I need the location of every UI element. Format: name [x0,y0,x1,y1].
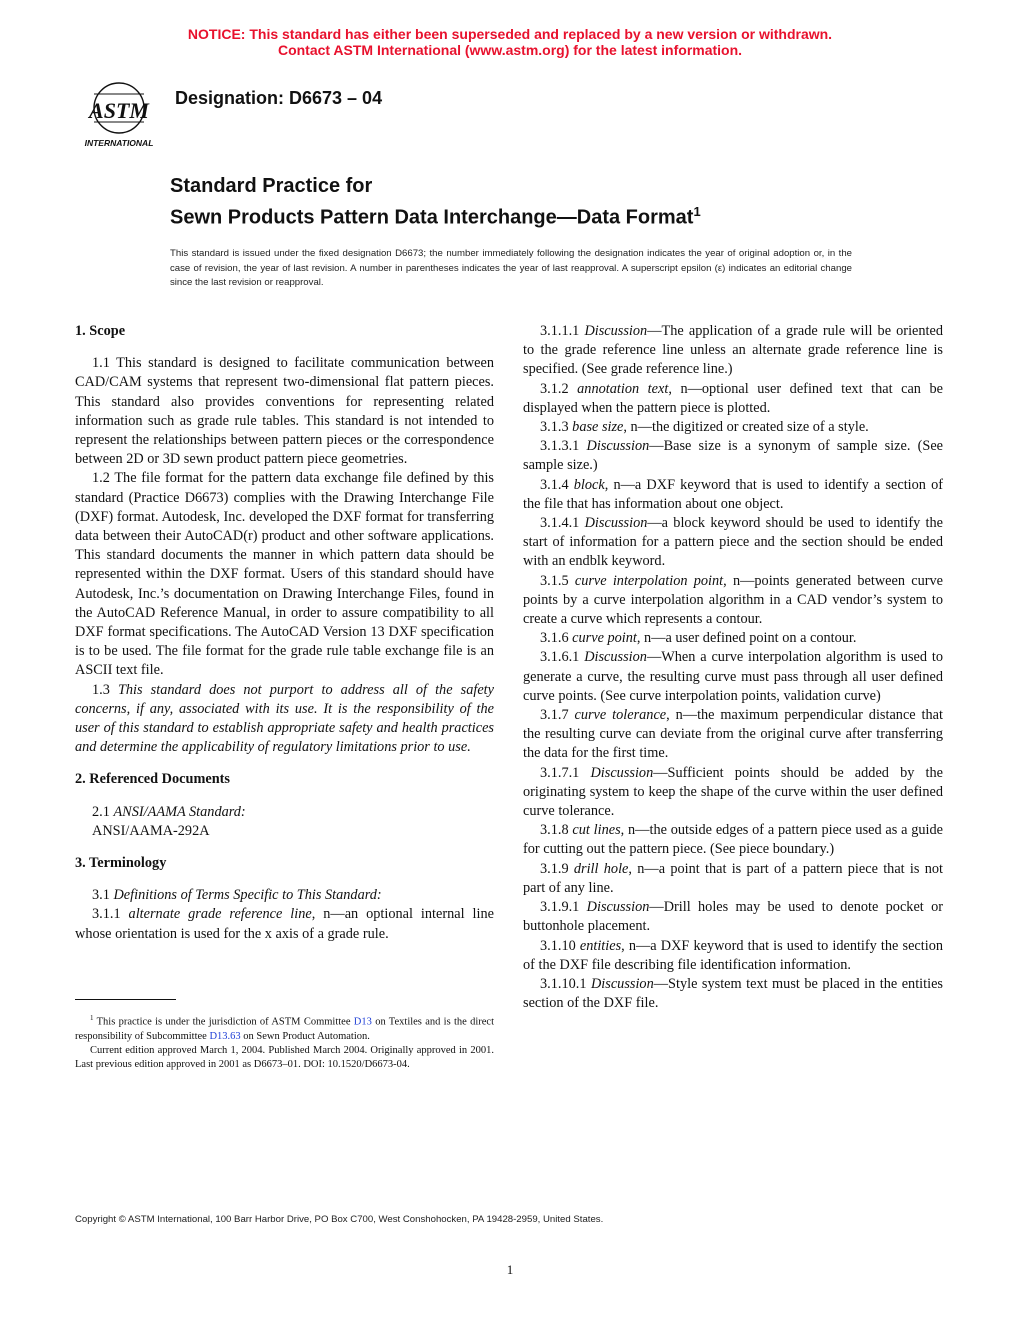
safety-caveat: This standard does not purport to address all of the safety concerns, if any, associated with its use. It is the responsibility of the user of this standard to establish appropriate safety and health practices and determine the applicability of regulatory limitations prior to use. [75,681,494,756]
paragraph-number: 1.3 [92,681,118,698]
paragraph-number: 3.1.4.1 [540,515,585,532]
term-definition: —a block keyword should be used to identify the start of information for a pattern piece and the section should be ended with an endblk keyword. [523,515,943,570]
footnote-divider [75,999,176,1000]
term-definition: —Drill holes may be used to denote pocket or buttonhole placement. [523,899,943,935]
footnote-edition: Current edition approved March 1, 2004. Published March 2004. Originally approved in 2001. Last previous edition approved in 2001 as D6673–01. DOI: 10.1520/D6673-04. [75,1044,494,1071]
term-entry [523,572,943,630]
term-pos: , n [636,630,652,647]
term-definition: —the maximum perpendicular distance that the resulting curve can deviate from the original curve after transferring the data for the first time. [523,707,943,762]
term-definition: —The application of a grade rule will be oriented to the grade reference line unless an alternate grade reference line is specified. (See grade reference line.) [523,323,943,378]
paragraph-number: 3.1.3.1 [540,438,587,455]
astm-logo-icon [76,78,162,150]
term-definition: —Sufficient points should be added by the originating system to keep the shape of the curve within the user defined curve tolerance. [523,764,944,820]
term-entry [523,860,943,898]
term-pos: , n [620,822,636,839]
definitions-title: Definitions of Terms Specific to This Standard: [113,887,382,904]
term-entry [523,898,943,936]
paragraph-number: 3.1.9.1 [540,899,587,916]
paragraph-number: 3.1.10.1 [540,975,591,992]
paragraph-1-1: 1.1 This standard is designed to facilitate communication between CAD/CAM systems that represent two-dimensional flat pattern pieces. This standard also provides conventions for representing related information such as grade rule tables. This standard is not intended to represent the relationships between pattern pieces or the correspondence between 2D or 3D sewn product pattern piece geometries. [75,355,494,468]
term-entry [523,476,943,514]
term-entry [523,437,943,475]
term-name: curve point [572,630,637,647]
term-name: curve tolerance [574,707,667,724]
footnote-mark: 1 [90,1014,94,1022]
title-line-2 [170,199,701,231]
footnote-text: on Sewn Product Automation. [240,1030,370,1042]
term-name: Discussion [584,649,647,666]
paragraph-number: 2.1 [92,803,114,820]
term-definition: —When a curve interpolation algorithm is used to generate a curve, the resulting curve must pass through all user defined curve points. (See curve interpolation points, validation curve) [523,649,944,704]
term-definition: —a DXF keyword that is used to identify the section of the DXF file describing file identification information. [523,937,944,973]
title-footnote-mark: 1 [693,204,701,219]
term-pos: , n [723,572,741,589]
section-heading-scope: 1. Scope [75,323,126,339]
term-entry [523,706,943,764]
term-entry [523,629,943,648]
paragraph-2-1 [75,803,494,822]
title-line-1: Standard Practice for [170,175,373,197]
term-definition: —the outside edges of a pattern piece used as a guide for cutting out the pattern piece. (See piece boundary.) [523,822,944,858]
paragraph-1-3 [75,681,494,758]
term-pos: , n [621,937,636,954]
referenced-standard-item: ANSI/AAMA-292A [92,822,210,839]
standard-group-title: ANSI/AAMA Standard: [113,803,246,820]
paragraph-number: 3.1.6.1 [540,649,585,666]
term-3-1-1 [75,905,494,943]
term-entry [523,418,943,437]
term-name: annotation text [577,380,669,397]
footnote-jurisdiction [75,1011,494,1044]
paragraph-number: 3.1.10 [540,937,580,954]
paragraph-number: 3.1.8 [540,822,573,839]
left-column [75,322,494,944]
term-definition: —a point that is part of a pattern piece that is not part of any line. [523,860,944,896]
term-pos: , n [666,707,683,724]
term-name: block [573,476,605,493]
committee-link[interactable]: D13 [353,1016,372,1028]
paragraph-number: 3.1.7.1 [540,764,591,781]
paragraph-number: 3.1.6 [540,630,573,647]
term-name: Discussion [586,899,650,916]
notice-line-2: Contact ASTM International (www.astm.org) for the latest information. [277,42,743,58]
term-name: drill hole [573,860,629,877]
withdrawal-notice [0,26,1020,58]
term-definition: —Base size is a synonym of sample size. (See sample size.) [523,438,944,474]
footnote [75,1011,494,1072]
section-heading-terminology: 3. Terminology [75,855,167,872]
term-definition: —the digitized or created size of a style. [637,419,869,436]
paragraph-3-1 [75,886,494,905]
term-pos: , n [604,476,621,493]
paragraph-number: 3.1.7 [540,707,575,724]
right-column [523,322,943,1013]
term-definition: —a DXF keyword that is used to identify a section of the file that has information about one object. [523,476,944,512]
term-pos: , n [668,380,688,397]
paragraph-number: 3.1.9 [540,860,574,877]
term-definition: —points generated between curve points by a curve interpolation algorithm in a CAD vendor’s system to create a curve which represents a contour. [523,572,944,628]
paragraph-number: 3.1.1.1 [540,323,585,339]
paragraph-number: 3.1.2 [540,380,578,397]
paragraph-1-2: 1.2 The file format for the pattern data exchange file defined by this standard (Practice D6673) complies with the Drawing Interchange File (DXF) format. Autodesk, Inc. developed the DXF format for transferring data between their AutoCAD(r) product and other software applications. This standard documents the manner in which pattern data should be represented within the DXF format. Users of this standard should have Autodesk, Inc.’s documentation on Drawing Interchange Files, found in the AutoCAD Reference Manual, in order to assure compatibility to all DXF format specifications. The AutoCAD Version 13 DXF specification is to be used. The file format for the grade rule table exchange file is an ASCII text file. [75,470,494,679]
subcommittee-link[interactable]: D13.63 [209,1030,241,1042]
footnote-text: on Textiles and is the direct responsibility of Subcommittee [75,1016,494,1042]
term-definition: —optional user defined text that can be displayed when the pattern piece is plotted. [523,380,943,416]
term-pos: , n [628,860,645,877]
logo-caption: INTERNATIONAL [84,138,154,148]
paragraph-number: 3.1.1 [92,906,129,923]
term-definition: —a user defined point on a contour. [651,630,857,647]
term-name: entities [579,937,622,954]
term-entry [523,322,943,380]
term-pos: , n [623,419,638,436]
document-title [170,174,701,231]
term-name: base size [572,419,624,436]
paragraph-number: 3.1.3 [540,419,573,436]
term-definition: —Style system text must be placed in the entities section of the DXF file. [523,975,943,1012]
term-name: Discussion [584,323,648,339]
term-name: cut lines [572,822,621,839]
copyright: Copyright © ASTM International, 100 Barr Harbor Drive, PO Box C700, West Conshohocken, PA 19428-2959, United States. [75,1214,604,1225]
term-name: Discussion [590,764,654,781]
term-name: Discussion [590,975,654,992]
notice-line-1: NOTICE: This standard has either been superseded and replaced by a new version or withdrawn. [187,26,833,42]
term-entry [523,937,943,975]
page-number: 1 [506,1262,514,1277]
term-definition: —an optional internal line whose orientation is used for the x axis of a grade rule. [75,906,494,942]
term-name: Discussion [584,515,648,532]
issuance-note: This standard is issued under the fixed designation D6673; the number immediately following the designation indicates the year of original adoption or, in the case of revision, the year of last revision. A number in parentheses indicates the year of last reapproval. A superscript epsilon (ε) indicates an editorial change since the last revision or reapproval. [170,248,852,289]
paragraph-number: 3.1.5 [540,572,575,589]
term-name: Discussion [586,438,650,455]
term-entry [523,821,943,859]
logo-letters: ASTM [89,98,149,123]
term-entry [523,648,943,706]
term-entry [523,380,943,418]
footnote-text: This practice is under the jurisdiction of ASTM Committee [93,1016,354,1028]
title-line-2-text: Sewn Products Pattern Data Interchange—Data Format [170,206,694,229]
term-pos: , n [311,906,331,923]
term-entry [523,764,943,822]
paragraph-number: 3.1.4 [540,476,574,493]
term-entry [523,975,943,1013]
designation: Designation: D6673 – 04 [175,88,383,108]
term-name: alternate grade reference line [128,906,312,923]
paragraph-number: 3.1 [92,887,114,904]
term-entry [523,514,943,572]
term-name: curve interpolation point [574,572,724,589]
section-heading-referenced-documents: 2. Referenced Documents [75,771,230,788]
